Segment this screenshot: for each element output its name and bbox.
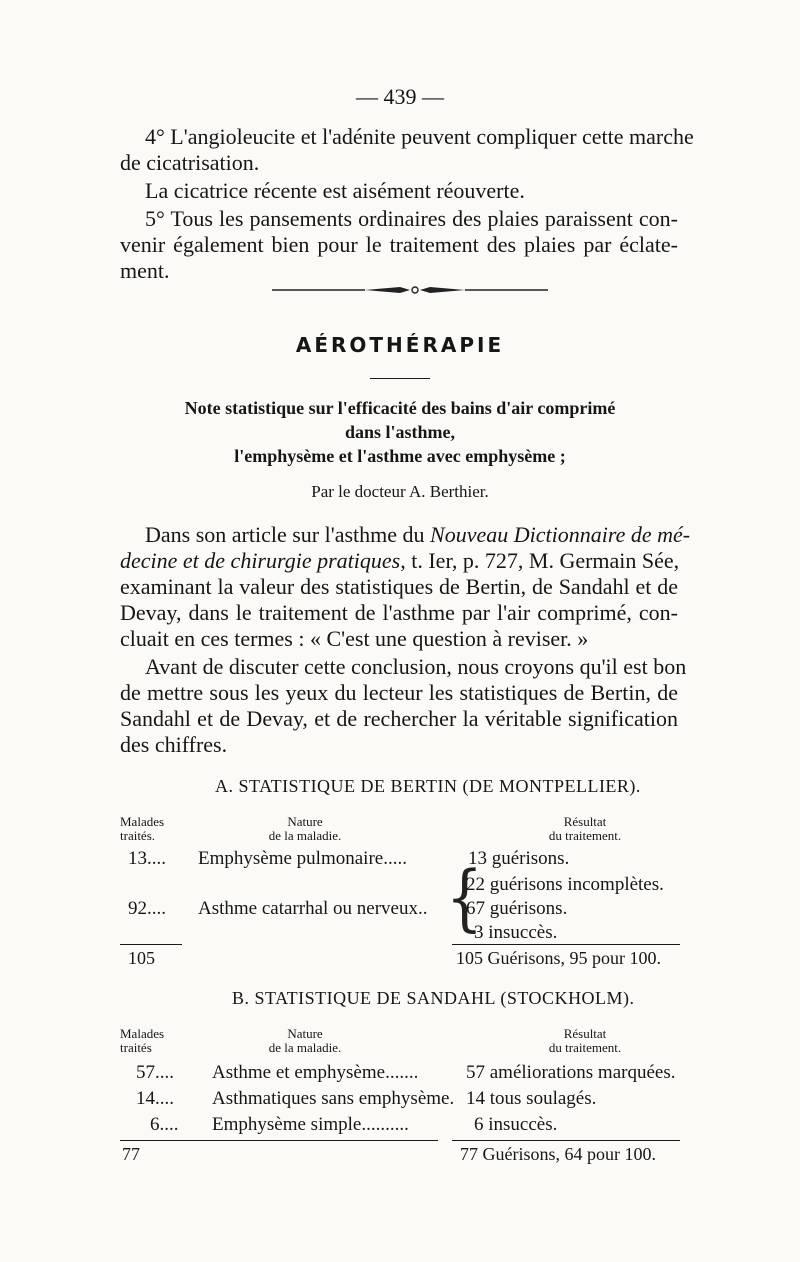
table-b-title: B. STATISTIQUE DE SANDAHL (STOCKHOLM). — [232, 988, 635, 1008]
para1-line-2 — [120, 548, 678, 574]
table-a-row2-count: 92.... — [128, 898, 166, 919]
table-a-brace: { — [446, 854, 483, 940]
para2-line-3: Sandahl et de Devay, et de rechercher la véritable signification — [120, 706, 678, 731]
section-title: AÉROTHÉRAPIE — [295, 333, 505, 357]
table-b-header-count-2: traités — [120, 1040, 152, 1055]
table-b-total-count: 77 — [122, 1144, 140, 1164]
table-a-row1-count: 13.... — [128, 848, 166, 869]
table-b-row2-result: 14 tous soulagés. — [466, 1088, 597, 1109]
table-a-header-count-1: Malades — [120, 814, 165, 829]
table-a-row2-nature: Asthme catarrhal ou nerveux.. — [198, 898, 428, 919]
table-b-header-result-2: du traitement. — [548, 1040, 622, 1055]
intro-line-6: ment. — [120, 258, 170, 283]
table-a-row2-result-1: 22 guérisons incomplètes. — [466, 874, 664, 895]
table-b-header-nature-2: de la maladie. — [268, 1040, 342, 1055]
table-b-total-rule-left — [120, 1140, 438, 1141]
table-b-header-count-1: Malades — [120, 1026, 165, 1041]
author-line: Par le docteur A. Berthier. — [311, 482, 489, 501]
table-a-header-result-2: du traitement. — [548, 828, 622, 843]
page-number: — 439 — — [356, 84, 444, 109]
title-rule — [370, 378, 430, 379]
intro-line-4: 5° Tous les pansements ordinaires des plaies paraissent con- — [145, 206, 678, 231]
para2-line-2: de mettre sous les yeux du lecteur les statistiques de Bertin, de — [120, 680, 678, 705]
table-a-row2-result-2: 67 guérisons. — [466, 898, 568, 919]
intro-line-3: La cicatrice récente est aisément réouverte. — [145, 178, 525, 203]
table-a-title: A. STATISTIQUE DE BERTIN (DE MONTPELLIER). — [215, 776, 641, 796]
para1-line-1-text: Dans son article sur l'asthme du — [145, 522, 431, 547]
ornament-divider — [270, 283, 550, 297]
table-b-row3-result: 6 insuccès. — [474, 1114, 558, 1135]
table-b-header-result-1: Résultat — [563, 1026, 607, 1041]
para1-line-1-italic: Nouveau Dictionnaire de mé- — [430, 522, 691, 547]
table-a-total-result: 105 Guérisons, 95 pour 100. — [456, 948, 661, 968]
table-b-header-nature-1: Nature — [287, 1026, 323, 1041]
table-b-row3-count: 6.... — [150, 1114, 179, 1135]
table-a-row2-result-3: 3 insuccès. — [474, 922, 558, 943]
table-a-header-nature-2: de la maladie. — [268, 828, 342, 843]
note-title-line-2: dans l'asthme, — [344, 422, 456, 442]
table-b-total-rule-right — [452, 1140, 680, 1141]
intro-line-5: venir également bien pour le traitement des plaies par éclate- — [120, 232, 678, 257]
table-a-row1-result: 13 guérisons. — [468, 848, 570, 869]
table-b-row2-count: 14.... — [136, 1088, 174, 1109]
para1-line-3: examinant la valeur des statistiques de Bertin, de Sandahl et de — [120, 574, 678, 599]
para2-line-4: des chiffres. — [120, 732, 228, 757]
table-a-header-count-2: traités. — [120, 828, 156, 843]
table-b-total-result: 77 Guérisons, 64 pour 100. — [460, 1144, 656, 1164]
para1-line-5: cluait en ces termes : « C'est une question à reviser. » — [120, 626, 589, 651]
para1-line-2-italic: decine et de chirurgie pratiques — [120, 548, 401, 573]
table-a-header-nature-1: Nature — [287, 814, 323, 829]
table-a-total-count: 105 — [128, 948, 155, 968]
table-a-total-rule-right — [452, 944, 680, 945]
table-a-header-result-1: Résultat — [563, 814, 607, 829]
intro-line-1: 4° L'angioleucite et l'adénite peuvent compliquer cette marche — [145, 124, 694, 149]
table-b-row1-count: 57.... — [136, 1062, 174, 1083]
para1-line-4: Devay, dans le traitement de l'asthme par l'air comprimé, con- — [120, 600, 678, 625]
intro-line-2: de cicatrisation. — [120, 150, 260, 175]
table-b-row1-nature: Asthme et emphysème....... — [212, 1062, 419, 1083]
note-title-line-3: l'emphysème et l'asthme avec emphysème ; — [234, 446, 566, 466]
table-b-row2-nature: Asthmatiques sans emphysème. — [212, 1088, 455, 1109]
table-a-total-rule-left — [120, 944, 182, 945]
note-title-line-1: Note statistique sur l'efficacité des bains d'air comprimé — [184, 398, 616, 418]
table-a-row1-nature: Emphysème pulmonaire..... — [198, 848, 407, 869]
table-b-row3-nature: Emphysème simple.......... — [212, 1114, 409, 1135]
table-b-row1-result: 57 améliorations marquées. — [466, 1062, 676, 1083]
para2-line-1: Avant de discuter cette conclusion, nous croyons qu'il est bon — [145, 654, 687, 679]
para1-line-2-text: , t. Ier, p. 727, M. Germain Sée, — [400, 548, 680, 573]
para1-line-1 — [145, 522, 691, 548]
